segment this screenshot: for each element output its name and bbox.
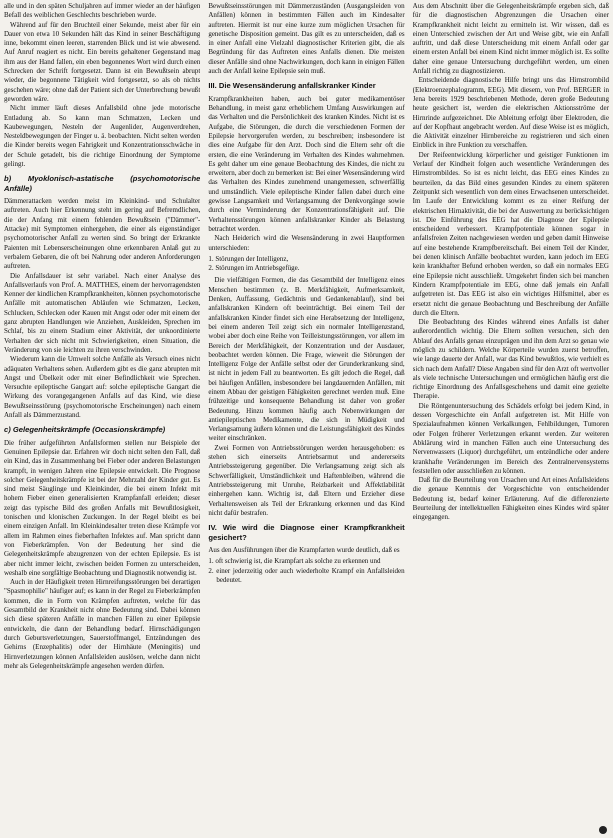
section-heading-iv: IV. Wie wird die Diagnose einer Krampfkrankheit gesichert? — [208, 523, 405, 542]
paragraph: Bewußtseinsstörungen mit Dämmerzuständen (Ausgangsleiden von Anfällen) können in bestimmten Fällen auch im Kindesalter auftreten. Hiermit ist nur eine kurze zum möglichen Ursachen für genetische Disposition gemeint. Das gilt es zu unterscheiden, daß es in einer Anfall eine Vielzahl diagnostischer Kriterien gibt, die als Begründung für das Auftreten eines Anfalls dienen. Die meisten dieser Anfälle sind ohne Nachwirkungen, doch kann in einigen Fällen auch der Anfall keine Epilepsie sein muß. — [208, 2, 405, 76]
paragraph: Dämmerattacken werden meist im Kleinkind- und Schulalter auftreten. Auch hier Erkennung steht im gering auf Befremdlichen, die der Anfang mit einem fehlenden Bewußtsein ("Dämmer"-Attacke) mit Symptomen einhergehen, die einer als eigenständiger psychomotorischer Anfall zu werten sind. So bringt der Erkrankte Paienten mit Lebenserscheinungen ohne erkennbaren Anlaß gut zu verbalem Gebaren, die oft bei Nahrung oder anderen Anforderungen auftreten. — [4, 197, 201, 271]
paragraph: Aus den Ausführungen über die Krampfarten wurde deutlich, daß es — [208, 545, 400, 554]
paragraph: Die Beobachtung des Kindes während eines Anfalls ist daher außerordentlich wichtig. Die Eltern sollten versuchen, sich den Ablauf des Anfalls genau einzuprägen und ihn dem Arzt so genau wie möglich zu schildern. Welche Körperteile wurden zuerst betroffen, wie lange dauerte der Anfall, war das Kind bewußtlos, wie verhielt es sich nach dem Anfall? Diese Angaben sind für den Arzt oft wertvoller als viele technische Untersuchungen und ermöglichen häufig erst die richtige Einordnung des Anfallsgeschehens und damit eine gezielte Therapie. — [412, 318, 609, 401]
column-1 — [4, 2, 200, 836]
list-item: 1. Störungen der Intelligenz, — [208, 254, 289, 263]
paragraph: Krampfkrankheiten haben, auch bei guter medikamentöser Behandlung, in meist ganz erheblichem Umfang Auswirkungen auf das Verhalten und die Persönlichkeit des kranken Kindes. Nicht ist es Aufgabe, die Störungen, die durch die verschiedenen Formen der Epilepsie hervorgerufen werden, zu beschreiben; insbesondere ist dies eine Aufgabe für den Arzt. Doch sind die Eltern sehr oft die ersten, die eine Veränderung im Verhalten des Kindes wahrnehmen. Es geht daher um eine genaue Beobachtung des Kindes, die nicht zu erweitern, aber doch zu bemerken ist: Bei einer Wesensänderung wird das Verhalten des Kindes zunehmend unangemessen, schwerfällig und umständlich. Viele epileptische Kinder fallen dabei durch eine gewisse Langsamkeit und Verlangsamung der Denkvorgänge sowie durch eine Verminderung der Konzentrationsfähigkeit auf. Die Verhaltensstörungen können anfallskranker Kinder als Belastung betrachtet werden. — [208, 94, 405, 233]
paragraph: Auch in der Häufigkeit treten Hirnreifungsstörungen bei derartigen "Spasmophilie" häufiger auf; es kann in der Regel zu Fieberkrämpfen kommen, die in Form von Krämpfen auftreten, welche für das Gesamtbild der Krankheit nicht ohne Bedeutung sind. Dabei können sich diese späteren Anfälle in manchen Fällen zu einer Epilepsie entwickeln, die dann der Behandlung bedarf. Hirnschädigungen durch Geburtsverletzungen, Sauerstoffmangel, Entzündungen des Gehirns (Enzephalitis) oder der Hirnhäute (Meningitis) und Hirnverletzungen können Anfallsleiden auslösen, welche dann nicht mehr als Gelegenheitskrämpfe angesehen werden dürfen. — [4, 578, 201, 670]
list-item: 1. oft schwierig ist, die Krampfart als solche zu erkennen und — [208, 557, 381, 566]
list-item: 2. Störungen im Antriebsgefüge. — [208, 264, 300, 273]
numbered-list — [208, 255, 404, 274]
end-mark-icon — [599, 826, 607, 834]
subsection-heading-b: b) Myoklonisch-astatische (psychomotorische Anfälle) — [4, 174, 201, 193]
paragraph: Nicht immer läuft dieses Anfallsbild ohne jede motorische Entladung ab. So kann man Schmatzen, Lecken und Kaubewegungen, Nesteln der Augenlider, Augenverdrehen, Nesteldbewegungen der Finger u. ä. beobachten. Nicht selten werden die Kinder bereits wegen Fahrigkeit und Konzentrationsschwäche in der Schule getadelt, bis die richtige Einordnung der Symptome gelingt. — [4, 104, 201, 169]
paragraph: Entscheidende diagnostische Hilfe bringt uns das Hirnstrombild (Elektroenzephalogramm, EEG). Mit diesem, von Prof. BERGER in Jena bereits 1929 beschriebenen Methode, deren große Bedeutung heute gesichert ist, werden die elektrischen Aktionsströme der Hirnrinde aufgezeichnet. Die Ableitung erfolgt über Elektroden, die auf der Kopfhaut angebracht werden. Auf diese Weise ist es möglich, die Aktivität einzelner Hirnbereiche zu registrieren und sich einen Einblick in ihre Funktion zu verschaffen. — [412, 76, 609, 150]
section-heading-iii: III. Die Wesensänderung anfallskranker Kinder — [208, 81, 376, 91]
numbered-list — [208, 557, 404, 585]
paragraph: Nach Heiderich wird die Wesensänderung in zwei Hauptformen unterschieden: — [208, 234, 405, 252]
paragraph: Die früher aufgeführten Anfallsformen stellen nur Beispiele der Genuinen Epilepsie dar. Erfahren wir doch nicht selten den Fall, daß ein Kind, das in Zusammenhang bei Fieber oder anderen Belastungen krampft, in wenigen Jahren eine Epilepsie entwickelt. Die Prognose solcher Gelegenheitskrämpfe ist bei der Mehrzahl der Kinder gut. Es sind meist Säuglinge und Kleinkinder, die bei einem Infekt mit hohem Fieber einen generalisierten Krampfanfall erleiden; dieser zeigt das typische Bild des großen Anfalls mit Bewußtlosigkeit, tonischen und klonischen Zuckungen. In der Regel bleibt es bei einem einzigen Anfall. Im Kleinkindesalter treten diese Krämpfe vor allem im Rahmen eines fieberhaften Infektes auf. Man spricht dann von Fieberkrämpfen. Von der Bedeutung her sind die Gelegenheitskrämpfe abzugrenzen von der echten Epilepsie. Es ist aber nicht immer leicht, zwischen beiden Formen zu unterscheiden, weshalb eine sorgfältige Beobachtung und Diagnostik notwendig ist. — [4, 438, 201, 577]
text-columns — [4, 2, 609, 836]
paragraph: Aus dem Abschnitt über die Gelegenheitskrämpfe ergeben sich, daß für die diagnostischen Abgrenzungen die Ursachen einer Krampfkrankheit nicht leicht zu ermitteln ist. Wir wissen, daß es einen Unterschied zwischen der Art und Weise gibt, wie ein Anfall auftritt, und daß diese Unterscheidung mit einem Anfall oder gar einem ersten Anfall bei einem Kind nicht immer möglich ist. Es sollte daher eine genaue Untersuchung durchgeführt werden, um einen Anfall richtig zu diagnostizieren. — [412, 2, 609, 76]
paragraph: Die Röntgenuntersuchung des Schädels erfolgt bei jedem Kind, in dessen Vorgeschichte ein Anfall aufgetreten ist. Mit Hilfe von Spezialaufnahmen können Verkalkungen, Fehlbildungen, Tumoren oder Folgen früherer Verletzungen erkannt werden. Zur weiteren Abklärung wird in manchen Fällen auch eine Untersuchung des Nervenwassers (Liquor) durchgeführt, um entzündliche oder andere krankhafte Veränderungen im Bereich des Zentralnervensystems feststellen oder ausschließen zu können. — [412, 401, 609, 475]
paragraph: Wiederum kann die Umwelt solche Anfälle als Versuch eines nicht adäquaten Verhaltens sehen. Außerdem gibt es die ganz abrupten mit Angst und Übelkeit oder mit einer Befindlichkeit wie Sprechen. Versuchte epileptische Gangart auf: solche epileptische Gangart die Wirkung des vorangegangenen Anfalls auf das Kind, wie diese Bewußtseinsstörung (psychomotorische Erscheinungen) nach einem Anfall als Dämmerzustand. — [4, 355, 201, 419]
paragraph: alle und in den späten Schuljahren auf immer wieder an der häufigen Befall des weiblichen Geschlechts beschrieben wurde. — [4, 2, 201, 20]
paragraph: Die Anfallsdauer ist sehr variabel. Nach einer Analyse des Anfallsverlaufs von Prof. A. MATTHES, einem der hervorragendsten Kenner der kindlichen Krampfkrankheiten, können psychomotorische Anfälle mit automatischen Abläufen wie Schmatzen, Lecken, Schlucken, Schlecken oder Kauen mit Angst oder oder mit einem der ganz abrupten Handlungen wie Anziehen, Auskleiden, Sprechen im Schlaf, bis zu einem Stadium einer Aktivität, der unkoordinierte Verhalten der sich nicht mit Schwierigkeiten, einen Situation, die Veränderung von sie leichten zu ihren verschwinden. — [4, 271, 201, 354]
list-item: 2. einer jederzeitig oder auch wiederholte Krampf ein Anfallsleiden bedeutet. — [208, 566, 405, 584]
paragraph: Während auf für den Bruchteil einer Sekunde, meist aber für ein Dauer von etwa 10 Sekunden hält das Kind in seiner Beschäftigung inne, bekommt einen leeren, starrenden Blick und ist wie abwesend. Auf Anruf reagiert es nicht. Ein bereits gehaltener Gegenstand mag ihm aus der Hand fallen, ein eben begonnenes Wort wird durch einen Schrecken der Schrift fortgesetzt. Dann ist ein Bewußtsein abrupt wieder, die begonnene Tätigkeit wird fortgesetzt, so als ob nichts geschehen wäre; ohne daß der Patient sich der Unterbrechung bewußt geworden wäre. — [4, 20, 201, 103]
column-2 — [208, 2, 404, 836]
column-3 — [413, 2, 609, 836]
paragraph: Die vielfältigen Formen, die das Gesamtbild der Intelligenz eines Menschen bestimmen (z. B. Merkfähigkeit, Aufmerksamkeit, Denken, Auffassung, Gedächtnis und Gedankenablauf), sind bei anfallskranken Kindern oft beeinträchtigt. Bei einem Teil der anfallskranken Kinder findet sich eine Herabsetzung der Intelligenz, bei einem anderen Teil zeigt sich ein normaler Intelligenzstand, wobei aber doch eine Reihe von Teilleistungsstörungen, vor allem im Bereich der Merkfähigkeit, der Konzentration und der Ausdauer, beobachtet werden können. Die Frage, wieweit die Störungen der Intelligenz Folge der Anfälle selbst oder der Grunderkrankung sind, ist nicht in jedem Fall zu beantworten. Es gilt jedoch die Regel, daß bei häufigen Anfällen, insbesondere bei langdauernden Anfällen, mit einem Abbau der geistigen Fähigkeiten gerechnet werden muß. Eine frühzeitige und konsequente Behandlung ist daher von großer Bedeutung. Hinzu kommen häufig auch Nebenwirkungen der antiepileptischen Medikamente, die sich in Müdigkeit und Verlangsamung äußern können und die Leistungsfähigkeit des Kindes weiter einschränken. — [208, 276, 405, 443]
paragraph: Daß für die Beurteilung von Ursachen und Art eines Anfallsleidens die genaue Kenntnis der Vorgeschichte von entscheidender Bedeutung ist, bedarf keiner Erläuterung. Auf die differenzierte Beurteilung der intellektuellen Fähigkeiten eines Kindes wird später eingegangen. — [412, 476, 609, 522]
paragraph: Zwei Formen von Antriebsstörungen werden herausgehoben: es stehen sich einerseits Antriebsarmut und andererseits Antriebssteigerung gegenüber. Die Verlangsamung zeigt sich als Schwerfälligkeit, Umständlichkeit und Haftenbleiben, während die Antriebssteigerung mit Unruhe, Reizbarkeit und Affektlabilität einhergehen kann. Wichtig ist, daß Eltern und Erzieher diese Verhaltensweisen als Teil der Erkrankung erkennen und das Kind nicht dafür bestrafen. — [208, 443, 405, 517]
subsection-heading-c: c) Gelegenheitskrämpfe (Occasionskrämpfe) — [4, 425, 166, 435]
paragraph: Der Reifeentwicklung körperlicher und geistiger Funktionen im Verlauf der Kindheit folgen auch wesentliche Veränderungen des Hirnstrombildes. So ist es nicht leicht, das EEG eines Kindes zu beurteilen, da das Bild eines gesunden Kindes zu einem späteren Zeitpunkt sich wesentlich von dem eines Erwachsenen unterscheidet. Im Laufe der Entwicklung kommt es zu einer Reifung der elektrischen Hirnaktivität, die bei der Auswertung zu berücksichtigen ist. Die Einführung des EEG hat die Diagnose der Epilepsie entscheidend verbessert. Krampfpotentiale können sogar in anfallsfreien Zeiten nachgewiesen werden und geben damit Hinweise auf eine bestehende Krampfbereitschaft. Bei einem Teil der Kinder, bei denen klinisch Anfälle beobachtet wurden, kann jedoch im EEG kein krankhafter Befund erhoben werden, so daß ein normales EEG eine Epilepsie nicht ausschließt. Umgekehrt finden sich bei manchen Kindern Krampfpotentiale im EEG, ohne daß jemals ein Anfall aufgetreten ist. Das EEG ist also ein wichtiges Hilfsmittel, aber es ersetzt nicht die genaue Beobachtung und Beschreibung der Anfälle durch die Eltern. — [412, 150, 609, 317]
